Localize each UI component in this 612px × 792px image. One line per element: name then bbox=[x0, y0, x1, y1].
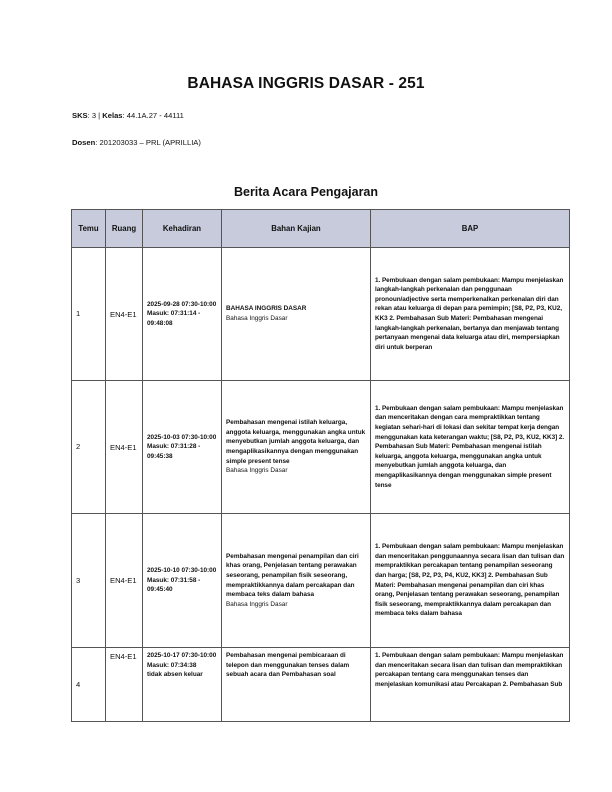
kehadiran-cell bbox=[143, 381, 222, 514]
bahan-kajian-main: BAHASA INGGRIS DASAR bbox=[226, 305, 307, 313]
bahan-kajian-main: Pembahasan mengenai pembicaraan di telepon dan menggunakan tenses dalam sebuah acara dan Pembahasan soal bbox=[226, 652, 350, 679]
temu-cell: 3 bbox=[72, 514, 106, 648]
kehadiran-date: 2025-10-03 07:30-10:00 bbox=[147, 433, 217, 441]
kelas-label: Kelas bbox=[102, 111, 123, 120]
bahan-kajian-sub: Bahasa Inggris Dasar bbox=[226, 315, 288, 322]
kehadiran-cell bbox=[143, 648, 222, 722]
bahan-kajian-main: Pembahasan mengenai penampilan dan ciri khas orang, Penjelasan tentang perawakan seseorang, penampilan fisik seseorang, mempraktikkannya dalam percakapan dan membaca teks dalam bahasa bbox=[226, 552, 359, 599]
temu-cell: 2 bbox=[72, 381, 106, 514]
table-row bbox=[72, 381, 570, 514]
kehadiran-note: tidak absen keluar bbox=[147, 671, 203, 679]
bahan-kajian-sub: Bahasa Inggris Dasar bbox=[226, 467, 288, 475]
kehadiran-cell bbox=[143, 248, 222, 381]
kehadiran-date: 2025-10-17 07:30-10:00 bbox=[147, 652, 217, 659]
dosen-value: : 201203033 – PRL (APRILLIA) bbox=[95, 138, 201, 147]
bahan-kajian-cell bbox=[222, 514, 371, 648]
header-kehadiran: Kehadiran bbox=[143, 210, 222, 248]
bahan-kajian-cell bbox=[222, 248, 371, 381]
kehadiran-masuk: Masuk: 07:31:14 - 09:48:08 bbox=[147, 310, 201, 327]
bahan-kajian-main: Pembahasan mengenai istilah keluarga, anggota keluarga, menggunakan angka untuk menyebutkan jumlah anggota keluarga, dan mengaplikasikannya dengan menggunakan simple present tense bbox=[226, 419, 366, 465]
ruang-cell: EN4-E1 bbox=[106, 381, 143, 514]
header-temu: Temu bbox=[72, 210, 106, 248]
sks-value: : 3 | bbox=[87, 111, 103, 120]
dosen-label: Dosen bbox=[72, 138, 96, 147]
header-bap: BAP bbox=[371, 210, 570, 248]
document-title: BAHASA INGGRIS DASAR - 251 bbox=[187, 75, 425, 92]
bap-cell: 1. Pembukaan dengan salam pembukaan: Mampu menjelaskan dan menceritakan dengan cara mempraktikkan tentang kegiatan sehari-hari di lokasi dan sekitar tempat kerja dengan menggunakan kata keterangan waktu; [S8, P2, P3, KU2, KK3] 2. Pembahasan Sub Materi: Pembahasan mengenai istilah keluarga, anggota keluarga, menggunakan angka untuk menyebutkan jumlah anggota keluarga, dan mengaplikasikannya dengan menggunakan simple present tense bbox=[371, 381, 570, 514]
header-bahan-kajian: Bahan Kajian bbox=[222, 210, 371, 248]
ruang-cell: EN4-E1 bbox=[106, 248, 143, 381]
temu-cell: 1 bbox=[72, 248, 106, 381]
lecturer-meta bbox=[72, 138, 201, 147]
bahan-kajian-cell bbox=[222, 381, 371, 514]
temu-cell: 4 bbox=[72, 648, 106, 722]
course-meta bbox=[72, 111, 184, 120]
bahan-kajian-cell bbox=[222, 648, 371, 722]
kehadiran-masuk: Masuk: 07:34:38 bbox=[147, 661, 197, 669]
bap-cell: 1. Pembukaan dengan salam pembukaan: Mampu menjelaskan dan menceritakan penggunaannya secara lisan dan tulisan dan mempraktikkan percakapan tentang penampilan seseorang dan harga; [S8, P2, P3, P4, KU2, KK3] 2. Pembahasan Sub Materi: Pembahasan mengenai penampilan dan ciri khas orang, Penjelasan tentang perawakan seseorang, penampilan fisik seseorang, mempraktikkannya dalam percakapan dan membaca teks dalam bahasa bbox=[371, 514, 570, 648]
bap-cell: 1. Pembukaan dengan salam pembukaan: Mampu menjelaskan dan menceritakan secara lisan dan tulisan dan mempraktikkan percakapan tentang cara menggunakan tenses dan menjelaskan komunikasi atau Percakapan 2. Pembahasan Sub bbox=[371, 648, 570, 722]
kehadiran-date: 2025-10-10 07:30-10:00 bbox=[147, 567, 217, 575]
table-row bbox=[72, 648, 570, 722]
kehadiran-date: 2025-09-28 07:30-10:00 bbox=[147, 300, 217, 308]
ruang-cell: EN4-E1 bbox=[106, 648, 143, 722]
kehadiran-masuk: Masuk: 07:31:58 - 09:45:40 bbox=[147, 576, 201, 594]
bap-table bbox=[71, 209, 570, 722]
ruang-cell: EN4-E1 bbox=[106, 514, 143, 648]
kehadiran-masuk: Masuk: 07:31:28 - 09:45:38 bbox=[147, 443, 201, 460]
kehadiran-cell bbox=[143, 514, 222, 648]
kelas-value: : 44.1A.27 - 44111 bbox=[122, 111, 184, 120]
bahan-kajian-sub: Bahasa Inggris Dasar bbox=[226, 600, 288, 608]
sks-label: SKS bbox=[72, 111, 88, 120]
section-subtitle: Berita Acara Pengajaran bbox=[233, 185, 379, 199]
header-ruang: Ruang bbox=[106, 210, 143, 248]
table-header-row bbox=[72, 210, 570, 248]
table-row bbox=[72, 514, 570, 648]
table-row bbox=[72, 248, 570, 381]
bap-cell: 1. Pembukaan dengan salam pembukaan: Mampu menjelaskan langkah-langkah perkenalan dan penggunaan pronoun/adjective serta memperkenalkan perkenalan diri dan rekan atau keluarga di depan para pemimpin; [S8, P2, P3, KU2, KK3 2. Pembahasan Sub Materi: Pembahasan mengenai langkah-langkah perkenalan, bertanya dan menjawab tentang pertanyaan mengenai data keluarga atau diri, mempersiapkan diri untuk berperan bbox=[371, 248, 570, 381]
